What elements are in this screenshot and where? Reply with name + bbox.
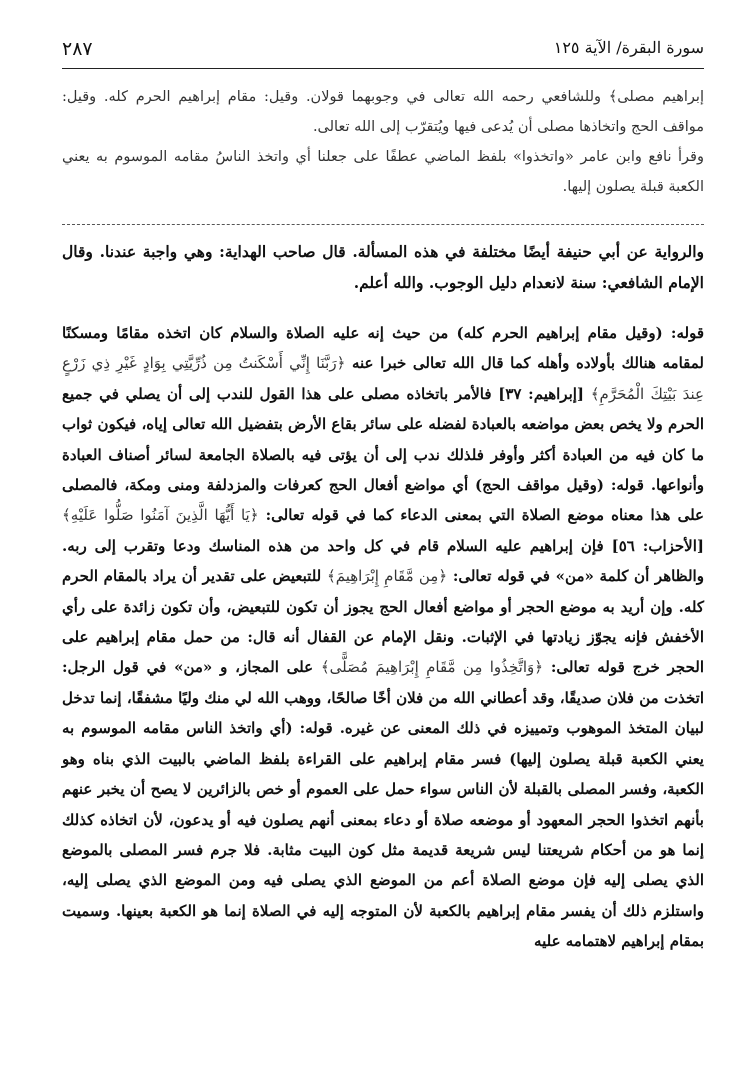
page-number: ٢٨٧: [62, 38, 93, 60]
body-text: للتبعيض على تقدير أن يراد بالمقام الحرم كله. وإن أريد به موضع الحجر أو مواضع أفعال الحج يجوز أن تكون للتبعيض، وأن تكون زائدة على رأي الأخفش فإنه يجوّز زيادتها في الإثبات. ونقل الإمام عن القفال أنه قال: من حمل مقام إبراهيم على الحجر خرج قوله تعالى:: [62, 567, 705, 677]
body-text: [إبراهيم: ٣٧] فالأمر باتخاذه مصلى على هذا القول للندب إلى أن يصلي في جميع الحرم ولا يخص بعض مواضعه بالعبادة لفضله على سائر بقاع الأرض بتفضيل الله تعالى إياه، فيكون ثواب ما كان فيه من العبادة أكثر وأوفر فلذلك ندب إلى أن يؤتى فيه بالصلاة الجامعة لسائر أصناف العبادة وأنواعها.: [62, 384, 704, 495]
body-paragraph: [62, 318, 704, 957]
body-text: [الأحزاب: ٥٦] فإن إبراهيم عليه السلام قام في كل واحد من هذه المناسك ودعا وتقرب إلى ربه. والظاهر أن كلمة «من» في قوله تعالى:: [62, 536, 705, 586]
page-header: [62, 34, 704, 69]
commentary-text: [62, 82, 704, 202]
keyword-label: قوله:: [610, 476, 644, 495]
commentary-line: إبراهيم مصلى﴾ وللشافعي رحمه الله تعالى في وجوبهما قولان. وقيل: مقام إبراهيم الحرم كله. وقيل: مواقف الحج واتخاذها مصلى أن يُدعى فيها ويُتقرّب إلى الله تعالى.: [62, 89, 704, 135]
quran-verse: ﴿وَاتَّخِذُوا مِن مَّقَامِ إِبْرَاهِيمَ مُصَلًّى﴾: [320, 658, 544, 677]
keyword-label: قوله:: [299, 719, 333, 738]
quran-verse: ﴿رَبَّنَا إِنِّي أَسْكَنتُ مِن ذُرِّيَّتِي بِوَادٍ غَيْرِ ذِي زَرْعٍ عِندَ بَيْتِكَ الْمُحَرَّمِ﴾: [62, 354, 704, 403]
body-text: على المجاز، و «من» في قول الرجل: اتخذت من فلان صديقًا، وقد أعطاني الله من فلان أخًا صالحًا، ووهب الله لي منك وليًا مشفقًا، إنما تدخل لبيان المتخذ الموهوب وتمييزه في ذلك المعنى عن غيره.: [62, 658, 704, 738]
quran-verse: ﴿مِن مَّقَامِ إِبْرَاهِيمَ﴾: [326, 567, 448, 586]
continuation-paragraph: والرواية عن أبي حنيفة أيضًا مختلفة في هذه المسألة. قال صاحب الهداية: وهي واجبة عندنا. وقال الإمام الشافعي: سنة لانعدام دليل الوجوب. والله أعلم.: [62, 242, 704, 292]
keyword-label: قوله:: [670, 324, 704, 342]
commentary-line: وقرأ نافع وابن عامر «واتخذوا» بلفظ الماضي عطفًا على جعلنا أي واتخذ الناسُ مقامه الموسوم به يعني الكعبة قبلة يصلون إليها.: [62, 149, 704, 195]
continuation-text: [62, 236, 704, 298]
body-text: (أي واتخذ الناس مقامه الموسوم به يعني الكعبة قبلة يصلون إليها) فسر مقام إبراهيم على القراءة بلفظ الماضي بالبيت الذي بناه وهو الكعبة، وفسر المصلى بالقبلة لأن الناس سواء حمل على العموم أو خص بالزائرين لا يصح أن يخبر عنهم بأنهم اتخذوا الحجر المعهود أو موضعه صلاة أو دعاء بمعنى أنهم يصلون فيه أو يدعون، لأن اتخاذه كذلك إنما هو من أحكام شريعتنا ليس شريعة قديمة مثل كون البيت مثابة. فلا جرم فسر المصلى بالموضع الذي يصلى إليه فإن موضع الصلاة أعم من الموضع الذي يصلى فيه ومن الموضع الذي يصلى إليه، واستلزم ذلك أن يفسر مقام إبراهيم بالكعبة لأن المتوجه إليه في الصلاة إنما هو الكعبة بعينها. وسميت بمقام إبراهيم لاهتمامه عليه: [62, 719, 704, 951]
section-divider: [62, 224, 704, 225]
main-body-text: [62, 318, 704, 957]
body-text: (وقيل مقام إبراهيم الحرم كله) من حيث إنه عليه الصلاة والسلام كان اتخذه مقامًا ومسكنًا لمقامه هنالك بأولاده وأهله كما قال الله تعالى خبرا عنه: [62, 324, 704, 373]
quran-verse: ﴿يَا أَيُّهَا الَّذِينَ آمَنُوا صَلُّوا عَلَيْهِ﴾: [62, 506, 259, 525]
body-text: (وقيل مواقف الحج) أي مواضع أفعال الحج كعرفات والمزدلفة ومنى ومكة، فالمصلى على هذا معناه موضع الصلاة التي بمعنى الدعاء كما في قوله تعالى:: [62, 476, 704, 525]
running-title: سورة البقرة/ الآية ١٢٥: [553, 38, 704, 57]
